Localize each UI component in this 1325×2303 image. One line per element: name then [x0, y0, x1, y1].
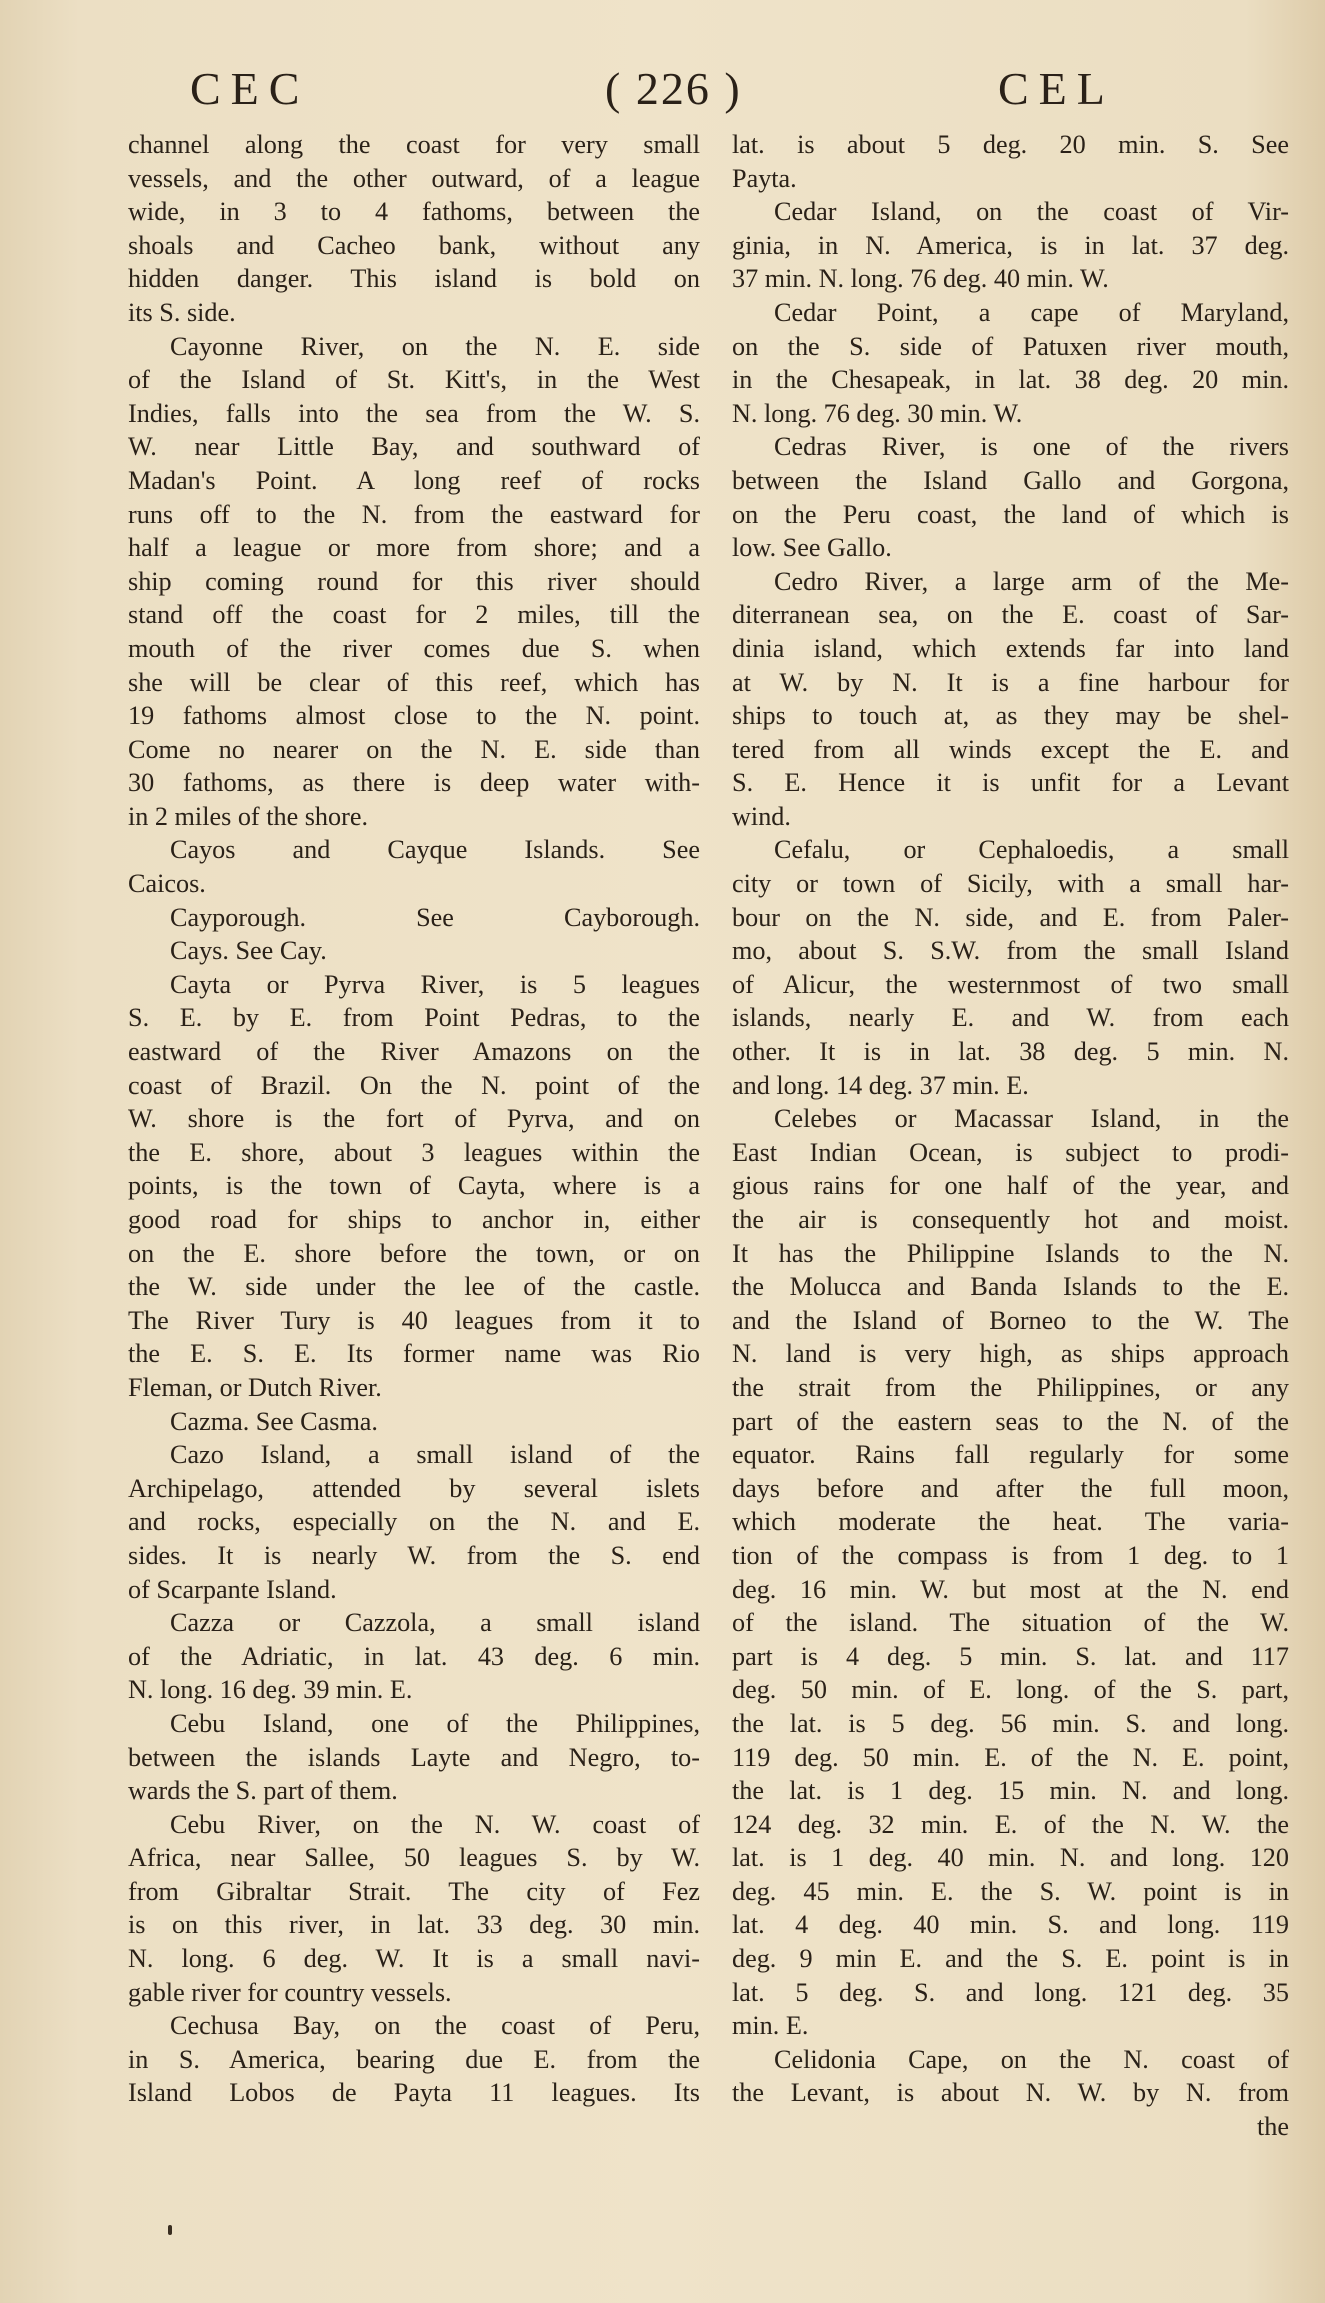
text-line: its S. side. — [128, 297, 236, 327]
text-line: and rocks, especially on the N. and E. — [128, 1507, 700, 1537]
text-line: the W. side under the lee of the castle. — [128, 1272, 700, 1302]
text-line: 37 min. N. long. 76 deg. 40 min. W. — [732, 264, 1109, 294]
text-line: the — [1257, 2112, 1289, 2142]
text-line: Cayta or Pyrva River, is 5 leagues — [170, 969, 700, 999]
text-line: The River Tury is 40 leagues from it to — [128, 1305, 700, 1335]
text-line: mouth of the river comes due S. when — [128, 633, 700, 663]
right-text-column — [732, 128, 1289, 2144]
text-line: Cedar Point, a cape of Maryland, — [774, 297, 1289, 327]
text-line: gable river for country vessels. — [128, 1977, 452, 2007]
text-line: Cayonne River, on the N. E. side — [170, 331, 700, 361]
text-line: W. shore is the fort of Pyrva, and on — [128, 1104, 700, 1134]
text-line: in 2 miles of the shore. — [128, 801, 369, 831]
text-line: good road for ships to anchor in, either — [128, 1205, 700, 1234]
text-line: Caicos. — [128, 869, 206, 899]
text-line: lat. 5 deg. S. and long. 121 deg. 35 — [732, 1977, 1289, 2007]
text-line: stand off the coast for 2 miles, till the — [128, 600, 700, 630]
text-line: of Alicur, the westernmost of two small — [732, 969, 1289, 999]
text-line: sides. It is nearly W. from the S. end — [128, 1540, 700, 1570]
text-line: lat. is 1 deg. 40 min. N. and long. 120 — [732, 1843, 1289, 1873]
text-line: Cefalu, or Cephaloedis, a small — [774, 835, 1289, 865]
text-line: It has the Philippine Islands to the N. — [732, 1238, 1289, 1268]
text-line: deg. 9 min E. and the S. E. point is in — [732, 1944, 1289, 1974]
text-line: tion of the compass is from 1 deg. to 1 — [732, 1540, 1289, 1570]
text-line: is on this river, in lat. 33 deg. 30 min. — [128, 1910, 700, 1940]
text-line: equator. Rains fall regularly for some — [732, 1440, 1289, 1470]
text-line: between the Island Gallo and Gorgona, — [732, 465, 1289, 495]
header-right-word: CEL — [998, 63, 1115, 114]
page-number: ( 226 ) — [605, 63, 742, 114]
text-line: points, is the town of Cayta, where is a — [128, 1171, 700, 1201]
text-line: channel along the coast for very small — [128, 130, 700, 159]
text-line: Cazo Island, a small island of the — [170, 1440, 700, 1470]
text-line: runs off to the N. from the eastward for — [128, 499, 700, 529]
text-line: Cedras River, is one of the rivers — [774, 432, 1289, 462]
text-line: Archipelago, attended by several islets — [128, 1473, 700, 1503]
text-line: half a league or more from shore; and a — [128, 533, 700, 563]
text-line: dinia island, which extends far into land — [732, 633, 1289, 663]
header-left-word: CEC — [190, 63, 310, 114]
text-line: wide, in 3 to 4 fathoms, between the — [128, 197, 700, 227]
text-line: vessels, and the other outward, of a league — [128, 163, 700, 193]
text-line: days before and after the full moon, — [732, 1473, 1289, 1503]
text-line: 19 fathoms almost close to the N. point. — [128, 701, 700, 731]
text-line: Celebes or Macassar Island, in the — [774, 1104, 1289, 1134]
text-line: Madan's Point. A long reef of rocks — [128, 465, 700, 495]
text-line: from Gibraltar Strait. The city of Fez — [128, 1876, 700, 1906]
text-line: Cebu Island, one of the Philippines, — [170, 1708, 700, 1738]
text-line: Cayos and Cayque Islands. See — [170, 835, 700, 865]
text-line: 119 deg. 50 min. E. of the N. E. point, — [732, 1742, 1289, 1772]
text-line: Africa, near Sallee, 50 leagues S. by W. — [128, 1843, 700, 1873]
text-line: in the Chesapeak, in lat. 38 deg. 20 min. — [732, 365, 1289, 395]
text-line: W. near Little Bay, and southward of — [128, 432, 700, 462]
text-line: wind. — [732, 801, 791, 831]
text-line: lat. 4 deg. 40 min. S. and long. 119 — [732, 1910, 1289, 1940]
text-line: city or town of Sicily, with a small har- — [732, 869, 1289, 899]
text-line: of the Adriatic, in lat. 43 deg. 6 min. — [128, 1641, 700, 1671]
ink-speck — [168, 2225, 172, 2235]
text-line: of the island. The situation of the W. — [732, 1608, 1289, 1638]
text-line: other. It is in lat. 38 deg. 5 min. N. — [732, 1037, 1289, 1067]
text-line: and the Island of Borneo to the W. The — [732, 1305, 1289, 1335]
text-line: she will be clear of this reef, which has — [128, 667, 700, 697]
text-line: part of the eastern seas to the N. of the — [732, 1406, 1289, 1436]
text-line: the air is consequently hot and moist. — [732, 1205, 1289, 1234]
text-line: 124 deg. 32 min. E. of the N. W. the — [732, 1809, 1289, 1839]
text-line: Cayporough. See Cayborough. — [170, 902, 700, 932]
text-line: mo, about S. S.W. from the small Island — [732, 936, 1289, 966]
text-line: Indies, falls into the sea from the W. S. — [128, 398, 700, 428]
text-line: diterranean sea, on the E. coast of Sar- — [732, 600, 1289, 630]
text-line: gious rains for one half of the year, and — [732, 1171, 1289, 1201]
text-line: on the S. side of Patuxen river mouth, — [732, 331, 1289, 361]
text-line: Cazma. See Casma. — [170, 1406, 378, 1436]
text-line: low. See Gallo. — [732, 533, 892, 563]
text-line: N. long. 6 deg. W. It is a small navi- — [128, 1944, 700, 1974]
text-line: on the E. shore before the town, or on — [128, 1238, 700, 1268]
text-line: the Levant, is about N. W. by N. from — [732, 2078, 1289, 2108]
text-line: East Indian Ocean, is subject to prodi- — [732, 1137, 1289, 1167]
text-line: Cedar Island, on the coast of Vir- — [774, 197, 1289, 227]
text-line: S. E. by E. from Point Pedras, to the — [128, 1003, 700, 1033]
text-line: of the Island of St. Kitt's, in the West — [128, 365, 700, 395]
running-header — [150, 62, 1280, 122]
text-line: the E. S. E. Its former name was Rio — [128, 1339, 700, 1369]
text-line: between the islands Layte and Negro, to- — [128, 1742, 700, 1772]
text-line: of Scarpante Island. — [128, 1574, 337, 1604]
text-line: lat. is about 5 deg. 20 min. S. See — [732, 130, 1289, 159]
text-line: islands, nearly E. and W. from each — [732, 1003, 1289, 1033]
left-text-column — [128, 128, 700, 2110]
text-line: part is 4 deg. 5 min. S. lat. and 117 — [732, 1641, 1289, 1671]
text-line: Come no nearer on the N. E. side than — [128, 734, 700, 764]
text-line: wards the S. part of them. — [128, 1776, 398, 1806]
text-line: and long. 14 deg. 37 min. E. — [732, 1070, 1029, 1100]
text-line: Island Lobos de Payta 11 leagues. Its — [128, 2078, 700, 2108]
text-line: min. E. — [732, 2011, 809, 2041]
text-line: 30 fathoms, as there is deep water with- — [128, 768, 700, 798]
text-line: bour on the N. side, and E. from Paler- — [732, 902, 1289, 932]
text-line: the strait from the Philippines, or any — [732, 1372, 1289, 1402]
text-line: ship coming round for this river should — [128, 566, 700, 596]
text-line: shoals and Cacheo bank, without any — [128, 230, 700, 260]
text-line: Cays. See Cay. — [170, 936, 327, 966]
text-line: the lat. is 1 deg. 15 min. N. and long. — [732, 1776, 1289, 1806]
text-line: Cechusa Bay, on the coast of Peru, — [170, 2011, 700, 2041]
text-line: S. E. Hence it is unfit for a Levant — [732, 768, 1289, 798]
text-line: tered from all winds except the E. and — [732, 734, 1289, 764]
text-line: the E. shore, about 3 leagues within the — [128, 1137, 700, 1167]
text-line: coast of Brazil. On the N. point of the — [128, 1070, 700, 1100]
text-line: deg. 50 min. of E. long. of the S. part, — [732, 1675, 1289, 1705]
text-line: deg. 45 min. E. the S. W. point is in — [732, 1876, 1289, 1906]
text-line: Cebu River, on the N. W. coast of — [170, 1809, 700, 1839]
text-line: at W. by N. It is a fine harbour for — [732, 667, 1289, 697]
text-line: ships to touch at, as they may be shel- — [732, 701, 1289, 731]
text-line: Celidonia Cape, on the N. coast of — [774, 2044, 1289, 2074]
text-line: hidden danger. This island is bold on — [128, 264, 700, 294]
text-line: deg. 16 min. W. but most at the N. end — [732, 1574, 1289, 1604]
text-line: Payta. — [732, 163, 797, 193]
text-line: Cazza or Cazzola, a small island — [170, 1608, 700, 1638]
text-line: eastward of the River Amazons on the — [128, 1037, 700, 1067]
text-line: N. long. 76 deg. 30 min. W. — [732, 398, 1023, 428]
text-line: the Molucca and Banda Islands to the E. — [732, 1272, 1289, 1302]
text-line: Fleman, or Dutch River. — [128, 1372, 382, 1402]
text-line: Cedro River, a large arm of the Me- — [774, 566, 1289, 596]
text-line: the lat. is 5 deg. 56 min. S. and long. — [732, 1708, 1289, 1738]
text-line: in S. America, bearing due E. from the — [128, 2044, 700, 2074]
text-line: N. long. 16 deg. 39 min. E. — [128, 1675, 413, 1705]
text-line: which moderate the heat. The varia- — [732, 1507, 1289, 1537]
text-line: ginia, in N. America, is in lat. 37 deg. — [732, 230, 1289, 260]
text-line: on the Peru coast, the land of which is — [732, 499, 1289, 529]
text-line: N. land is very high, as ships approach — [732, 1339, 1289, 1369]
